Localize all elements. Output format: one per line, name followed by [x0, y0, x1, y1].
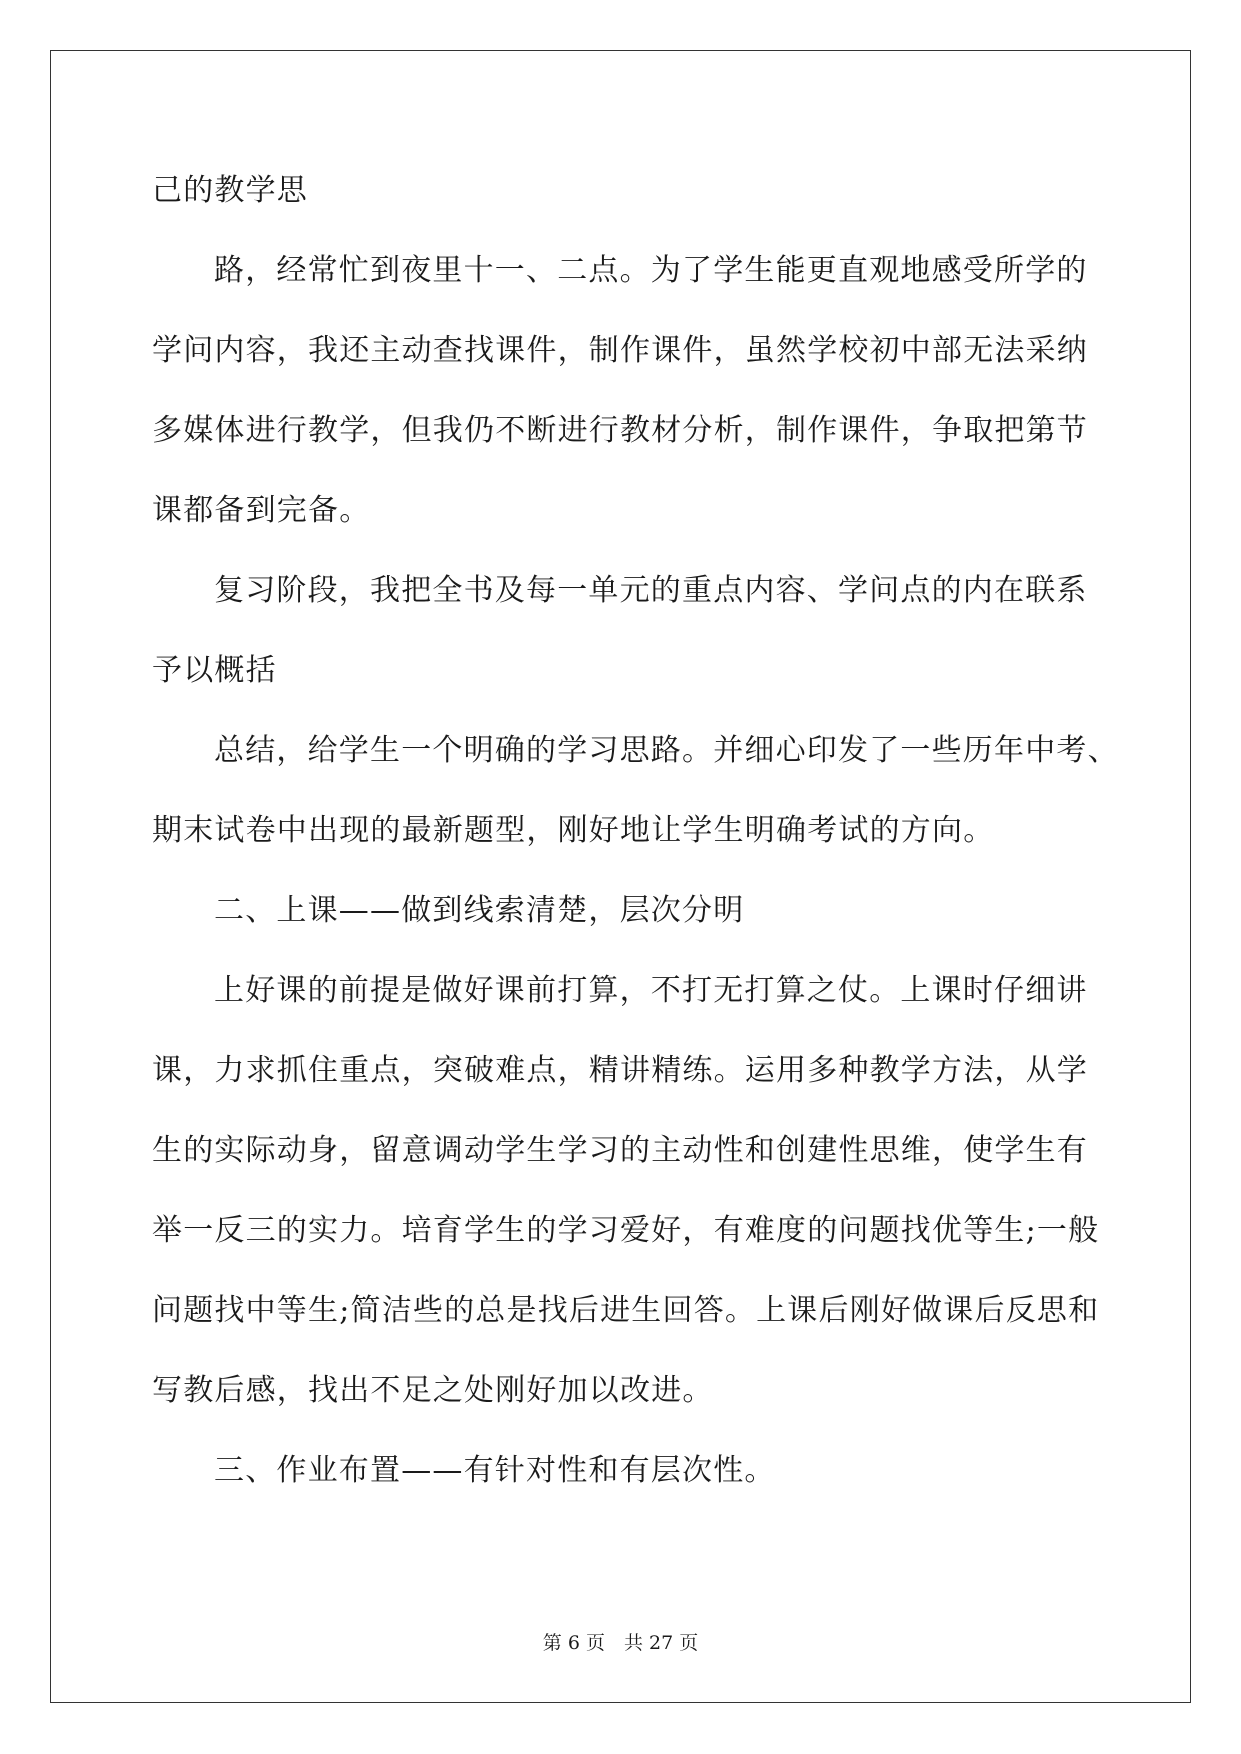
section-heading: 三、作业布置——有针对性和有层次性。 [214, 1453, 776, 1488]
text-line: 予以概括 [152, 653, 277, 688]
text-line: 期末试卷中出现的最新题型，刚好地让学生明确考试的方向。 [152, 813, 995, 848]
text-line: 上好课的前提是做好课前打算，不打无打算之仗。上课时仔细讲 [214, 973, 1088, 1008]
text-line: 课都备到完备。 [152, 493, 371, 528]
text-line: 生的实际动身，留意调动学生学习的主动性和创建性思维，使学生有 [152, 1133, 1088, 1168]
section-heading: 二、上课——做到线索清楚，层次分明 [214, 893, 745, 928]
text-line: 学问内容，我还主动查找课件，制作课件，虽然学校初中部无法采纳 [152, 333, 1088, 368]
text-line: 写教后感，找出不足之处刚好加以改进。 [152, 1373, 714, 1408]
text-line: 总结，给学生一个明确的学习思路。并细心印发了一些历年中考、 [214, 733, 1119, 768]
page-number: 第 6 页 共 27 页 [542, 1632, 699, 1654]
text-line: 己的教学思 [152, 173, 308, 208]
text-line: 课，力求抓住重点，突破难点，精讲精练。运用多种教学方法，从学 [152, 1053, 1088, 1088]
text-line: 路，经常忙到夜里十一、二点。为了学生能更直观地感受所学的 [214, 253, 1088, 288]
document-body [152, 164, 1119, 1524]
text-line: 举一反三的实力。培育学生的学习爱好，有难度的问题找优等生;一般 [152, 1213, 1100, 1248]
text-line: 复习阶段，我把全书及每一单元的重点内容、学问点的内在联系 [214, 573, 1088, 608]
text-line: 多媒体进行教学，但我仍不断进行教材分析，制作课件，争取把第节 [152, 413, 1088, 448]
text-line: 问题找中等生;简洁些的总是找后进生回答。上课后刚好做课后反思和 [152, 1293, 1100, 1328]
